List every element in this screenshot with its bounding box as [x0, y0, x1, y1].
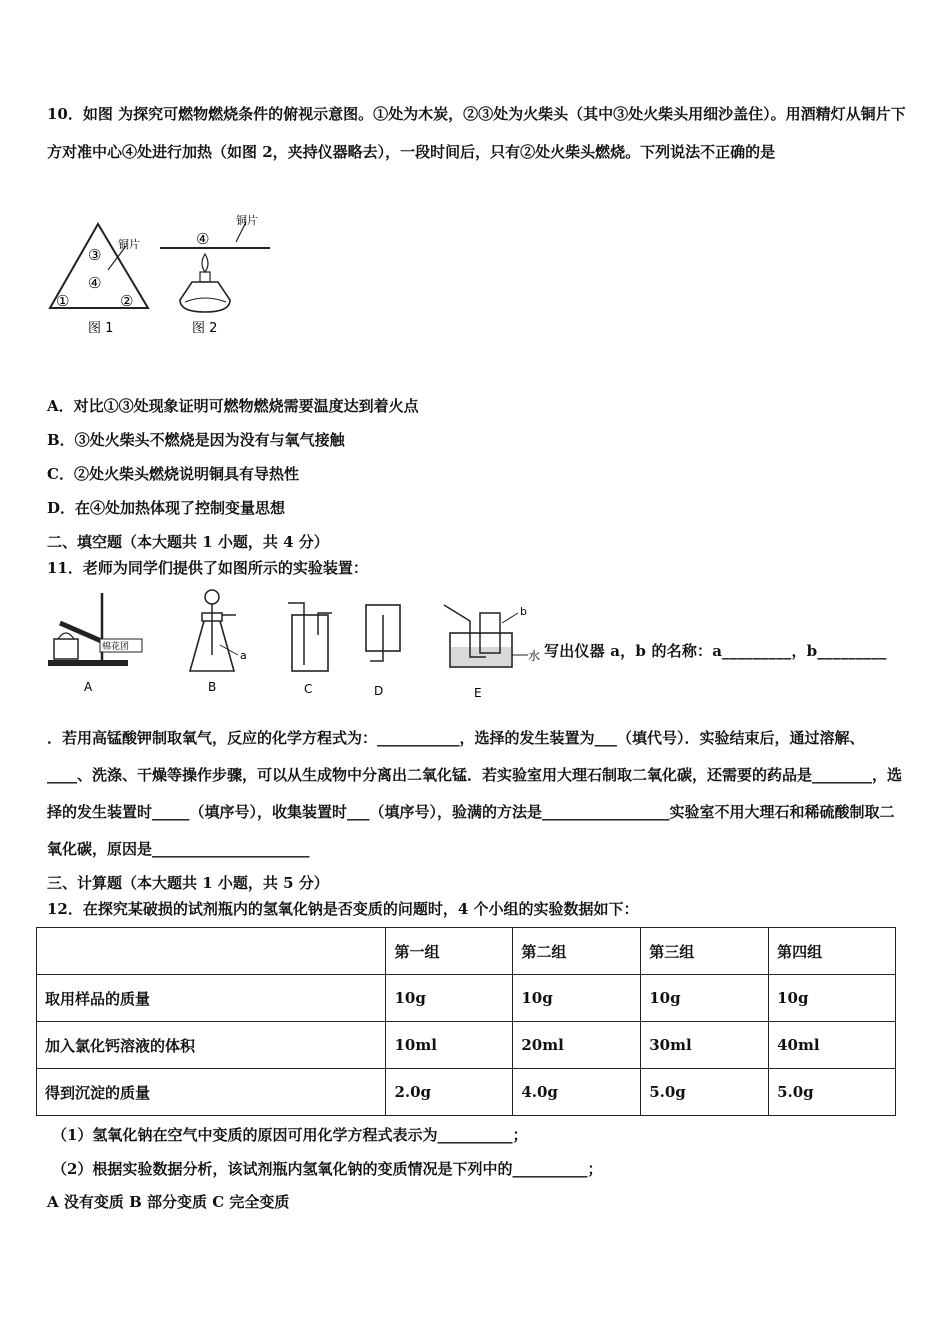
apparatus-e-label: E: [474, 686, 482, 700]
apparatus-c: [288, 603, 332, 696]
q11-instrument-names: 写出仪器 a，b 的名称：a_________，b_________: [544, 642, 887, 660]
apparatus-a-label: A: [84, 680, 93, 694]
table-cell: 5.0g: [641, 1069, 769, 1116]
table-header-cell: 第一组: [386, 928, 513, 975]
fig2-caption: 图 2: [192, 321, 218, 336]
label-a: a: [240, 649, 247, 662]
table-header-cell: 第二组: [513, 928, 641, 975]
table-row: [37, 975, 896, 1022]
figure-1: [50, 224, 148, 336]
experiment-data-table: [36, 927, 896, 1116]
apparatus-a: [48, 593, 142, 694]
q11-apparatus-figure: [40, 585, 545, 705]
table-cell: 10g: [386, 975, 513, 1022]
cotton-label: 棉花团: [102, 642, 130, 652]
fig1-caption: 图 1: [88, 321, 114, 336]
fig1-marker-1: ①: [56, 292, 70, 310]
q12-sub-1: （1）氢氧化钠在空气中变质的原因可用化学方程式表示为__________；: [52, 1126, 528, 1144]
section-2-heading: 二、填空题（本大题共 1 小题，共 4 分）: [47, 533, 329, 551]
table-header-cell: [37, 928, 386, 975]
table-cell: 10g: [769, 975, 896, 1022]
apparatus-b-label: B: [208, 680, 217, 694]
table-cell: 4.0g: [513, 1069, 641, 1116]
apparatus-d: [366, 605, 400, 698]
question-10-text: 10．如图 为探究可燃物燃烧条件的俯视示意图。①处为木炭，②③处为火柴头（其中③处火柴头用细沙盖住）。用酒精灯从铜片下方对准中心④处进行加热（如图 2，夹持仪器略去），一段时间后，只有②处火柴头燃烧。下列说法不正确的是: [47, 105, 906, 161]
q11-body-text: ．若用高锰酸钾制取氧气，反应的化学方程式为：___________，选择的发生装置为___（填代号）．实验结束后，通过溶解、____、洗涤、干燥等操作步骤，可以从生成物中分离出二氧化锰．若实验室用大理石制取二氧化碳，还需要的药品是________，选择的发生装置时_____（填序号），收集装置时___（填序号），验满的方法是_________________实验室不用大理石和稀硫酸制取二氧化碳，原因是_____________________: [47, 729, 903, 858]
fig2-marker-4: ④: [196, 230, 210, 248]
table-row: [37, 1022, 896, 1069]
fig1-marker-2: ②: [120, 292, 134, 310]
table-row: [37, 1069, 896, 1116]
table-cell: 5.0g: [769, 1069, 896, 1116]
table-cell: 加入氯化钙溶液的体积: [37, 1022, 386, 1069]
fig1-marker-3: ③: [88, 246, 102, 264]
fig1-plate-label: 铜片: [118, 238, 140, 251]
q12-sub-2: （2）根据实验数据分析，该试剂瓶内氢氧化钠的变质情况是下列中的__________；: [52, 1160, 603, 1178]
label-b: b: [520, 605, 527, 618]
table-cell: 40ml: [769, 1022, 896, 1069]
q10-option-c: C．②处火柴头燃烧说明铜具有导热性: [47, 465, 299, 483]
q10-figures: [40, 208, 280, 343]
fig2-plate-label: 铜片: [236, 214, 258, 227]
apparatus-c-label: C: [304, 682, 313, 696]
table-cell: 2.0g: [386, 1069, 513, 1116]
question-11-stem: 11．老师为同学们提供了如图所示的实验装置：: [47, 559, 368, 577]
section-3-heading: 三、计算题（本大题共 1 小题，共 5 分）: [47, 874, 329, 892]
water-label: 水: [528, 649, 541, 663]
figure-2: [160, 213, 270, 336]
apparatus-d-label: D: [374, 684, 384, 698]
table-cell: 20ml: [513, 1022, 641, 1069]
apparatus-b: [190, 590, 247, 694]
q10-option-b: B．③处火柴头不燃烧是因为没有与氧气接触: [47, 431, 345, 449]
table-cell: 得到沉淀的质量: [37, 1069, 386, 1116]
table-cell: 30ml: [641, 1022, 769, 1069]
table-cell: 10g: [641, 975, 769, 1022]
q10-option-a: A．对比①③处现象证明可燃物燃烧需要温度达到着火点: [47, 397, 419, 415]
fig1-marker-4: ④: [88, 274, 102, 292]
table-header-cell: 第三组: [641, 928, 769, 975]
q12-choices: A 没有变质 B 部分变质 C 完全变质: [47, 1193, 290, 1211]
question-12-stem: 12．在探究某破损的试剂瓶内的氢氧化钠是否变质的问题时，4 个小组的实验数据如下：: [47, 900, 639, 918]
table-header-row: [37, 928, 896, 975]
apparatus-e: [444, 605, 540, 700]
table-cell: 取用样品的质量: [37, 975, 386, 1022]
table-header-cell: 第四组: [769, 928, 896, 975]
table-cell: 10g: [513, 975, 641, 1022]
table-cell: 10ml: [386, 1022, 513, 1069]
q10-option-d: D．在④处加热体现了控制变量思想: [47, 499, 286, 517]
